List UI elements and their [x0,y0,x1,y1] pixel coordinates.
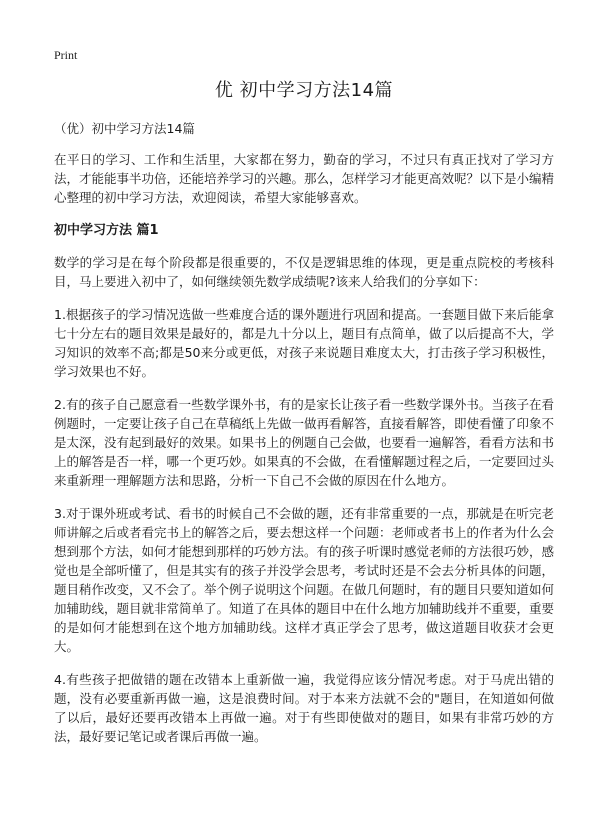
page-title: 优 初中学习方法14篇 [214,80,394,101]
paragraph: 数学的学习是在每个阶段都是很重要的，不仅是逻辑思维的体现，更是重点院校的考核科目，马上要进入初中了，如何继续领先数学成绩呢?该来人给我们的分享如下： [54,255,554,289]
paragraph: 1.根据孩子的学习情况选做一些难度合适的课外题进行巩固和提高。一套题目做下来后能拿七十分左右的题目效果是最好的，都是九十分以上，题目有点简单，做了以后提高不大，学习知识的效率不高;都是50来分或更低，对孩子来说题目难度太大，打击孩子学习积极性，学习效果也不好。 [54,307,555,379]
paragraph: 2.有的孩子自己愿意看一些数学课外书，有的是家长让孩子看一些数学课外书。当孩子在看例题时，一定要让孩子自己在草稿纸上先做一做再看解答，直接看解答，即使看懂了印象不是太深，没有起到最好的效果。如果书上的例题自己会做，也要看一遍解答，看看方法和书上的解答是否一样，哪一个更巧妙。如果真的不会做，在看懂解题过程之后，一定要回过头来重新理一理解题方法和思路，分析一下自己不会做的原因在什么地方。 [54,397,555,488]
paragraph: 3.对于课外班或考试、看书的时候自己不会做的题，还有非常重要的一点，那就是在听完老师讲解之后或者看完书上的解答之后，要去想这样一个问题：老师或者书上的作者为什么会想到那个方法，如何才能想到那样的巧妙方法。有的孩子听课时感觉老师的方法很巧妙，感觉也是全部听懂了，但是其实有的孩子并没学会思考，考试时还是不会去分析具体的问题，题目稍作改变，又不会了。举个例子说明这个问题。在做几何题时，有的题目只要知道如何加辅助线，题目就非常简单了。知道了在具体的题目中在什么地方加辅助线并不重要，重要的是如何才能想到在这个地方加辅助线。这样才真正学会了思考，做这道题目收获才会更大。 [54,506,555,654]
document-subtitle: （优）初中学习方法14篇 [54,121,195,136]
print-link[interactable]: Print [54,48,78,62]
section-heading: 初中学习方法 篇1 [54,223,159,238]
paragraph: 4.有些孩子把做错的题在改错本上重新做一遍，我觉得应该分情况考虑。对于马虎出错的题，没有必要重新再做一遍，这是浪费时间。对于本来方法就不会的"题目，在知道如何做了以后，最好还要再改错本上再做一遍。对于有些即使做对的题目，如果有非常巧妙的方法，最好要记笔记或者课后再做一遍。 [54,672,554,744]
document-body [54,78,554,760]
intro-paragraph: 在平日的学习、工作和生活里，大家都在努力，勤奋的学习，不过只有真正找对了学习方法，才能能事半功倍，还能培养学习的兴趣。那么，怎样学习才能更高效呢？以下是小编精心整理的初中学习方法，欢迎阅读，希望大家能够喜欢。 [54,152,555,205]
